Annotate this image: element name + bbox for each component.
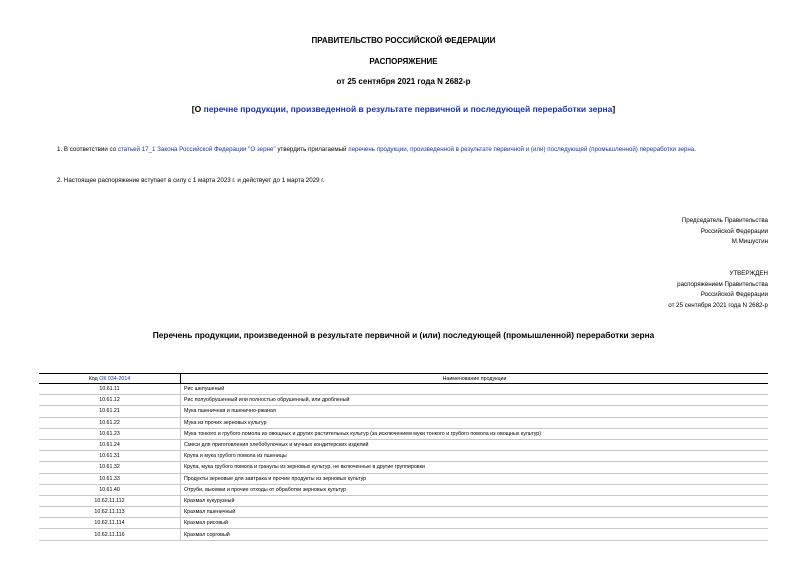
product-code: 10.61.32: [39, 462, 181, 473]
product-name: Крупа и мука грубого помола из пшеницы: [181, 451, 769, 462]
p1-text-middle: утвердить прилагаемый: [275, 146, 349, 153]
table-row: [39, 462, 768, 473]
approval-line-3: Российской Федерации: [700, 291, 768, 299]
product-code: 10.62.11.113: [39, 507, 181, 518]
product-name: Крупа, мука грубого помола и гранулы из зерновых культур, не включенные в другие группировки: [181, 462, 769, 473]
product-code: 10.61.40: [39, 484, 181, 495]
product-name: Крахмал рисовый: [181, 518, 769, 529]
product-name: Продукты зерновые для завтрака и прочие продукты из зерновых культур: [181, 473, 769, 484]
code-column-header: [39, 374, 181, 384]
document-kind: РАСПОРЯЖЕНИЕ: [369, 57, 438, 66]
product-code: 10.61.12: [39, 395, 181, 406]
table-row: [39, 495, 768, 506]
paragraph-2: 2. Настоящее распоряжение вступает в силу с 1 марта 2023 г. и действует до 1 марта 2029 г.: [57, 177, 325, 184]
signature-line-1: Председатель Правительства: [681, 217, 768, 224]
table-row: [39, 451, 768, 462]
product-name: Мука пшеничная и пшенично-ржаная: [181, 406, 769, 417]
table-row: [39, 417, 768, 428]
product-name: Рис шелушеный: [181, 384, 769, 395]
table-row: [39, 484, 768, 495]
approval-line-1: УТВЕРЖДЕН: [729, 270, 768, 277]
signature-line-3: М.Мишустин: [731, 238, 768, 246]
approval-line-4: от 25 сентября 2021 года N 2682-р: [668, 301, 768, 309]
product-name: Крахмал сорговый: [181, 529, 769, 540]
subject-open-bracket: [О: [191, 104, 204, 114]
product-code: 10.62.11.114: [39, 518, 181, 529]
paragraph-1: [39, 145, 768, 155]
product-code: 10.61.23: [39, 428, 181, 439]
product-code: 10.61.11: [39, 384, 181, 395]
list-link[interactable]: перечень продукции, произведенной в результате первичной и (или) последующей (промышленной) переработки зерна: [348, 146, 695, 153]
signature-block: [682, 216, 768, 248]
document-subject: [0, 104, 807, 114]
approval-line-2: распоряжением Правительства: [677, 280, 768, 288]
document-date: от 25 сентября 2021 года N 2682-р: [336, 77, 471, 86]
product-name: Мука тонкого и грубого помола из овощных и других растительных культур (за исключением муки тонкого и грубого помола из овощных культур): [181, 428, 769, 439]
product-code: 10.61.31: [39, 451, 181, 462]
okpd-link[interactable]: ОК 034-2014: [99, 375, 131, 382]
product-code: 10.61.22: [39, 417, 181, 428]
table-header-row: [39, 374, 768, 384]
approval-block: [668, 269, 768, 311]
name-column-header: Наименование продукции: [181, 374, 769, 384]
product-name: Мука из прочих зерновых культур: [181, 417, 769, 428]
product-code: 10.61.24: [39, 439, 181, 450]
list-title: Перечень продукции, произведенной в результате первичной и (или) последующей (промышленной) переработки зерна: [152, 330, 655, 340]
product-code: 10.62.11.116: [39, 529, 181, 540]
table-row: [39, 395, 768, 406]
table-row: [39, 439, 768, 450]
table-row: [39, 473, 768, 484]
product-code: 10.62.11.112: [39, 495, 181, 506]
government-heading: ПРАВИТЕЛЬСТВО РОССИЙСКОЙ ФЕДЕРАЦИИ: [311, 36, 496, 45]
product-name: Отруби, высевки и прочие отходы от обработки зерновых культур: [181, 484, 769, 495]
products-table: [39, 373, 768, 541]
product-name: Рис полуобрушенный или полностью обрушенный, или дробленый: [181, 395, 769, 406]
table-row: [39, 529, 768, 540]
table-row: [39, 518, 768, 529]
product-code: 10.61.33: [39, 473, 181, 484]
table-row: [39, 428, 768, 439]
table-row: [39, 406, 768, 417]
p1-text-start: 1. В соответствии со: [57, 146, 118, 153]
code-header-prefix: Код: [88, 375, 100, 382]
table-body: [39, 384, 768, 541]
law-link[interactable]: статьей 17_1 Закона Российской Федерации "О зерне": [117, 146, 276, 153]
product-name: Крахмал пшеничный: [181, 507, 769, 518]
product-name: Крахмал кукурузный: [181, 495, 769, 506]
product-name: Смеси для приготовления хлебобулочных и мучных кондитерских изделий: [181, 439, 769, 450]
p1-text-end: .: [694, 146, 696, 153]
signature-line-2: Российской Федерации: [700, 227, 768, 235]
subject-close-bracket: ]: [612, 104, 616, 114]
subject-link[interactable]: перечне продукции, произведенной в результате первичной и последующей переработки зерна: [203, 104, 613, 114]
table-row: [39, 507, 768, 518]
table-row: [39, 384, 768, 395]
product-code: 10.61.21: [39, 406, 181, 417]
